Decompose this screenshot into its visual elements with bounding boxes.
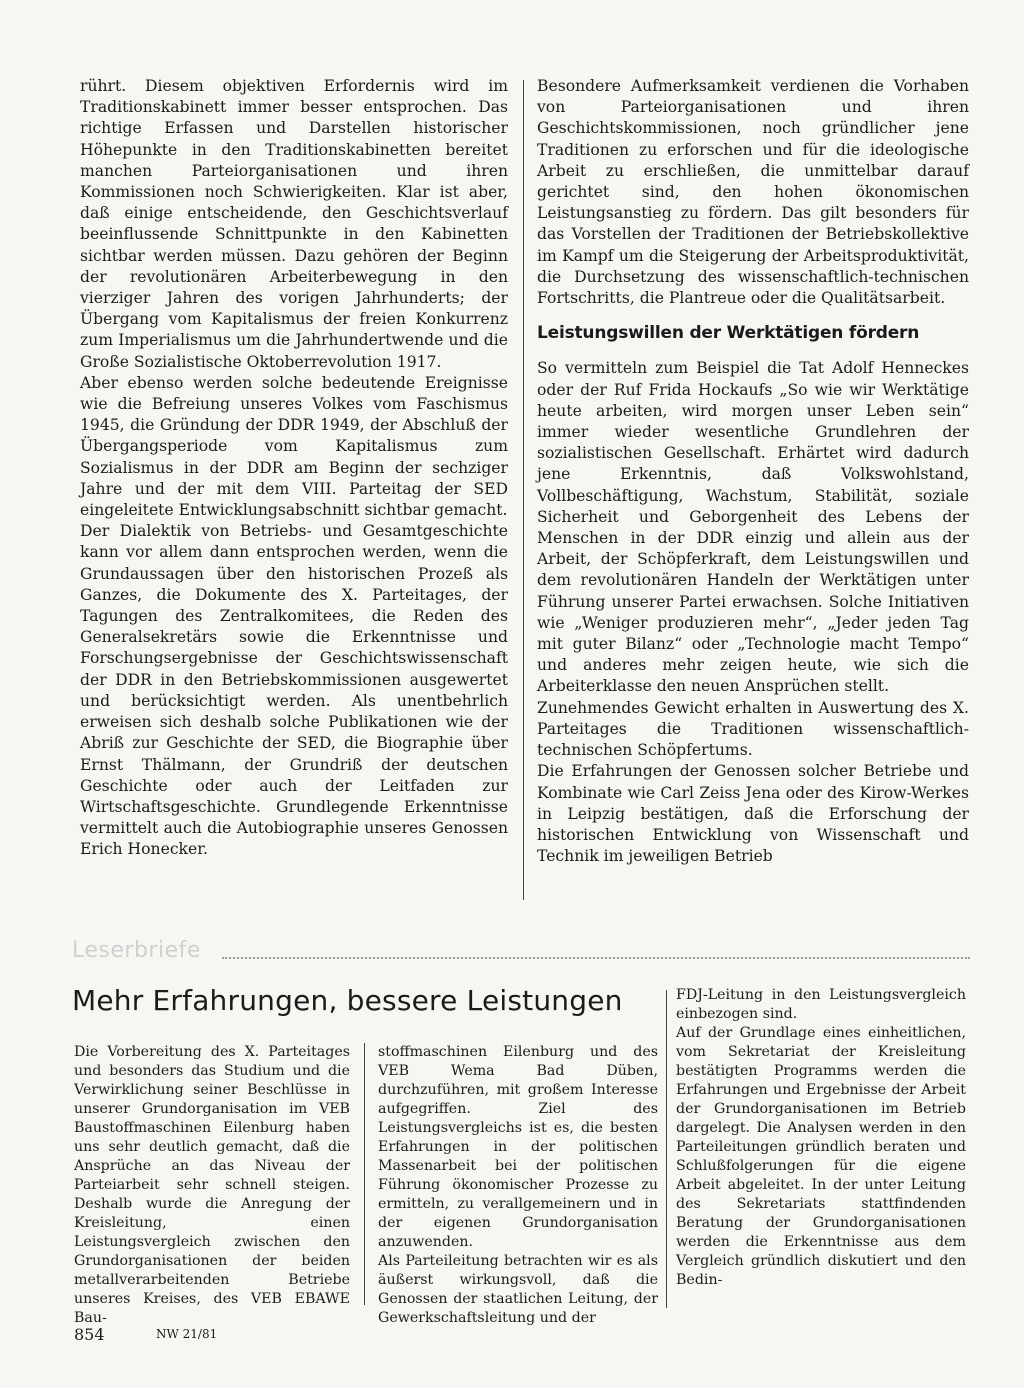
issue-reference: NW 21/81	[156, 1327, 218, 1341]
paragraph: Der Dialektik von Betriebs- und Gesamtgeschichte kann vor allem dann entsprochen werden, wenn die Grundaussagen über den historischen Prozeß als Ganzes, die Dokumente des X. Parteitages, der Tagungen des Zentralkomitees, die Reden des Generalsekretärs sowie die Erkenntnisse und Forschungsergebnisse der Geschichtswissenschaft der DDR in den Betriebskommissionen ausgewertet und berücksichtigt werden. Als unentbehrlich erweisen sich deshalb solche Publikationen wie der Abriß zur Geschichte der SED, die Biographie über Ernst Thälmann, der Grundriß der deutschen Geschichte oder auch der Leitfaden zur Wirtschaftsgeschichte. Grundlegende Erkenntnisse vermittelt auch die Autobiographie unseres Genossen Erich Honecker.	[80, 522, 508, 859]
letter-column-3	[676, 986, 966, 1290]
upper-right-column	[537, 76, 969, 867]
paragraph: Die Vorbereitung des X. Parteitages und besonders das Studium und die Verwirklichung seiner Beschlüsse in unserer Grundorganisation im VEB Baustoffmaschinen Eilenburg haben uns sehr deutlich gemacht, daß die Ansprüche an das Niveau der Parteiarbeit sehr schnell steigen. Deshalb wurde die Anregung der Kreisleitung, einen Leistungsvergleich zwischen den Grundorganisationen der beiden metallverarbeitenden Betriebe unseres Kreises, des VEB EBAWE Bau-	[74, 1044, 350, 1326]
paragraph: Die Erfahrungen der Genossen solcher Betriebe und Kombinate wie Carl Zeiss Jena oder des Kirow-Werkes in Leipzig bestätigen, daß die Erforschung der historischen Entwicklung von Wissenschaft und Technik im jeweiligen Betrieb	[537, 762, 969, 866]
column-divider	[666, 990, 667, 1308]
paragraph: Aber ebenso werden solche bedeutende Ereignisse wie die Befreiung unseres Volkes vom Faschismus 1945, die Gründung der DDR 1949, der Abschluß der Übergangsperiode vom Kapitalismus zum Sozialismus in der DDR am Beginn der sechziger Jahre und der mit dem VIII. Parteitag der SED eingeleitete Entwicklungsabschnitt sichtbar gemacht.	[80, 373, 508, 520]
section-label: Leserbriefe	[72, 938, 201, 963]
paragraph: Als Parteileitung betrachten wir es als äußerst wirkungsvoll, daß die Genossen der staatlichen Leitung, der Gewerkschaftsleitung und der	[378, 1253, 658, 1326]
paragraph: stoffmaschinen Eilenburg und des VEB Wema Bad Düben, durchzuführen, mit großem Interesse aufgegriffen. Ziel des Leistungsvergleichs ist es, die besten Erfahrungen in der politischen Massenarbeit bei der politischen Führung ökonomischer Prozesse zu ermitteln, zu verallgemeinern und in der eigenen Grundorganisation anzuwenden.	[378, 1044, 658, 1250]
upper-left-column	[80, 76, 508, 861]
page-number: 854	[74, 1325, 105, 1344]
paragraph: Auf der Grundlage eines einheitlichen, vom Sekretariat der Kreisleitung bestätigten Programms werden die Erfahrungen und Ergebnisse der Arbeit der Grundorganisationen im Betrieb dargelegt. Die Analysen werden in den Parteileitungen gründlich beraten und Schlußfolgerungen für die eigene Arbeit abgeleitet. In der unter Leitung des Sekretariats stattfindenden Beratung der Grundorganisationen werden die Erkenntnisse aus dem Vergleich gründlich diskutiert und den Bedin-	[676, 1025, 966, 1288]
column-divider	[523, 80, 524, 900]
letter-column-1	[74, 1043, 350, 1328]
column-divider	[364, 1043, 365, 1305]
paragraph: FDJ-Leitung in den Leistungsvergleich einbezogen sind.	[676, 987, 966, 1022]
paragraph: rührt. Diesem objektiven Erfordernis wird im Traditionskabinett immer besser entsprochen. Das richtige Erfassen und Darstellen historischer Höhepunkte in den Traditionskabinetten bereitet manchen Parteiorganisationen und ihren Kommissionen noch Schwierigkeiten. Klar ist aber, daß einige entscheidende, den Geschichtsverlauf beeinflussende Schnittpunkte in den Kabinetten sichtbar werden müssen. Dazu gehören der Beginn der revolutionären Arbeiterbewegung in den vierziger Jahren des vorigen Jahrhunderts; der Übergang vom Kapitalismus der freien Konkurrenz zum Imperialismus um die Jahrhundertwende und die Große Sozialistische Oktoberrevolution 1917.	[80, 77, 508, 371]
paragraph: So vermitteln zum Beispiel die Tat Adolf Henneckes oder der Ruf Frida Hockaufs „So wie wir Werktätige heute arbeiten, wird morgen unser Leben sein“ immer wieder wesentliche Grundlehren der sozialistischen Gesellschaft. Erhärtet wird dadurch jene Erkenntnis, daß Volkswohlstand, Vollbeschäftigung, Wachstum, Stabilität, soziale Sicherheit und Geborgenheit des Lebens der Menschen in der DDR einzig und allein aus der Arbeit, der Schöpferkraft, dem Leistungswillen und dem revolutionären Handeln der Werktätigen unter Führung unserer Partei erwachsen. Solche Initiativen wie „Weniger produzieren mehr“, „Jeder jeden Tag mit guter Bilanz“ oder „Technologie macht Tempo“ und anderes mehr zeigen heute, wie sich die Arbeiterklasse den neuen Ansprüchen stellt.	[537, 359, 969, 696]
paragraph: Besondere Aufmerksamkeit verdienen die Vorhaben von Parteiorganisationen und ihren Geschichtskommissionen, noch gründlicher jene Traditionen zu erforschen und für die ideologische Arbeit zu erschließen, die unmittelbar darauf gerichtet sind, den hohen ökonomischen Leistungsanstieg zu fördern. Das gilt besonders für das Vorstellen der Traditionen der Betriebskollektive im Kampf um die Steigerung der Arbeitsproduktivität, die Durchsetzung des wissenschaftlich-technischen Fortschritts, die Plantreue oder die Qualitätsarbeit.	[537, 77, 969, 308]
section-rule	[222, 957, 970, 959]
subheading: Leistungswillen der Werktätigen fördern	[537, 323, 920, 344]
article-headline: Mehr Erfahrungen, bessere Leistungen	[72, 984, 623, 1017]
letter-column-2	[378, 1043, 658, 1328]
paragraph: Zunehmendes Gewicht erhalten in Auswertung des X. Parteitages die Traditionen wissenschaftlich-technischen Schöpfertums.	[537, 698, 969, 760]
